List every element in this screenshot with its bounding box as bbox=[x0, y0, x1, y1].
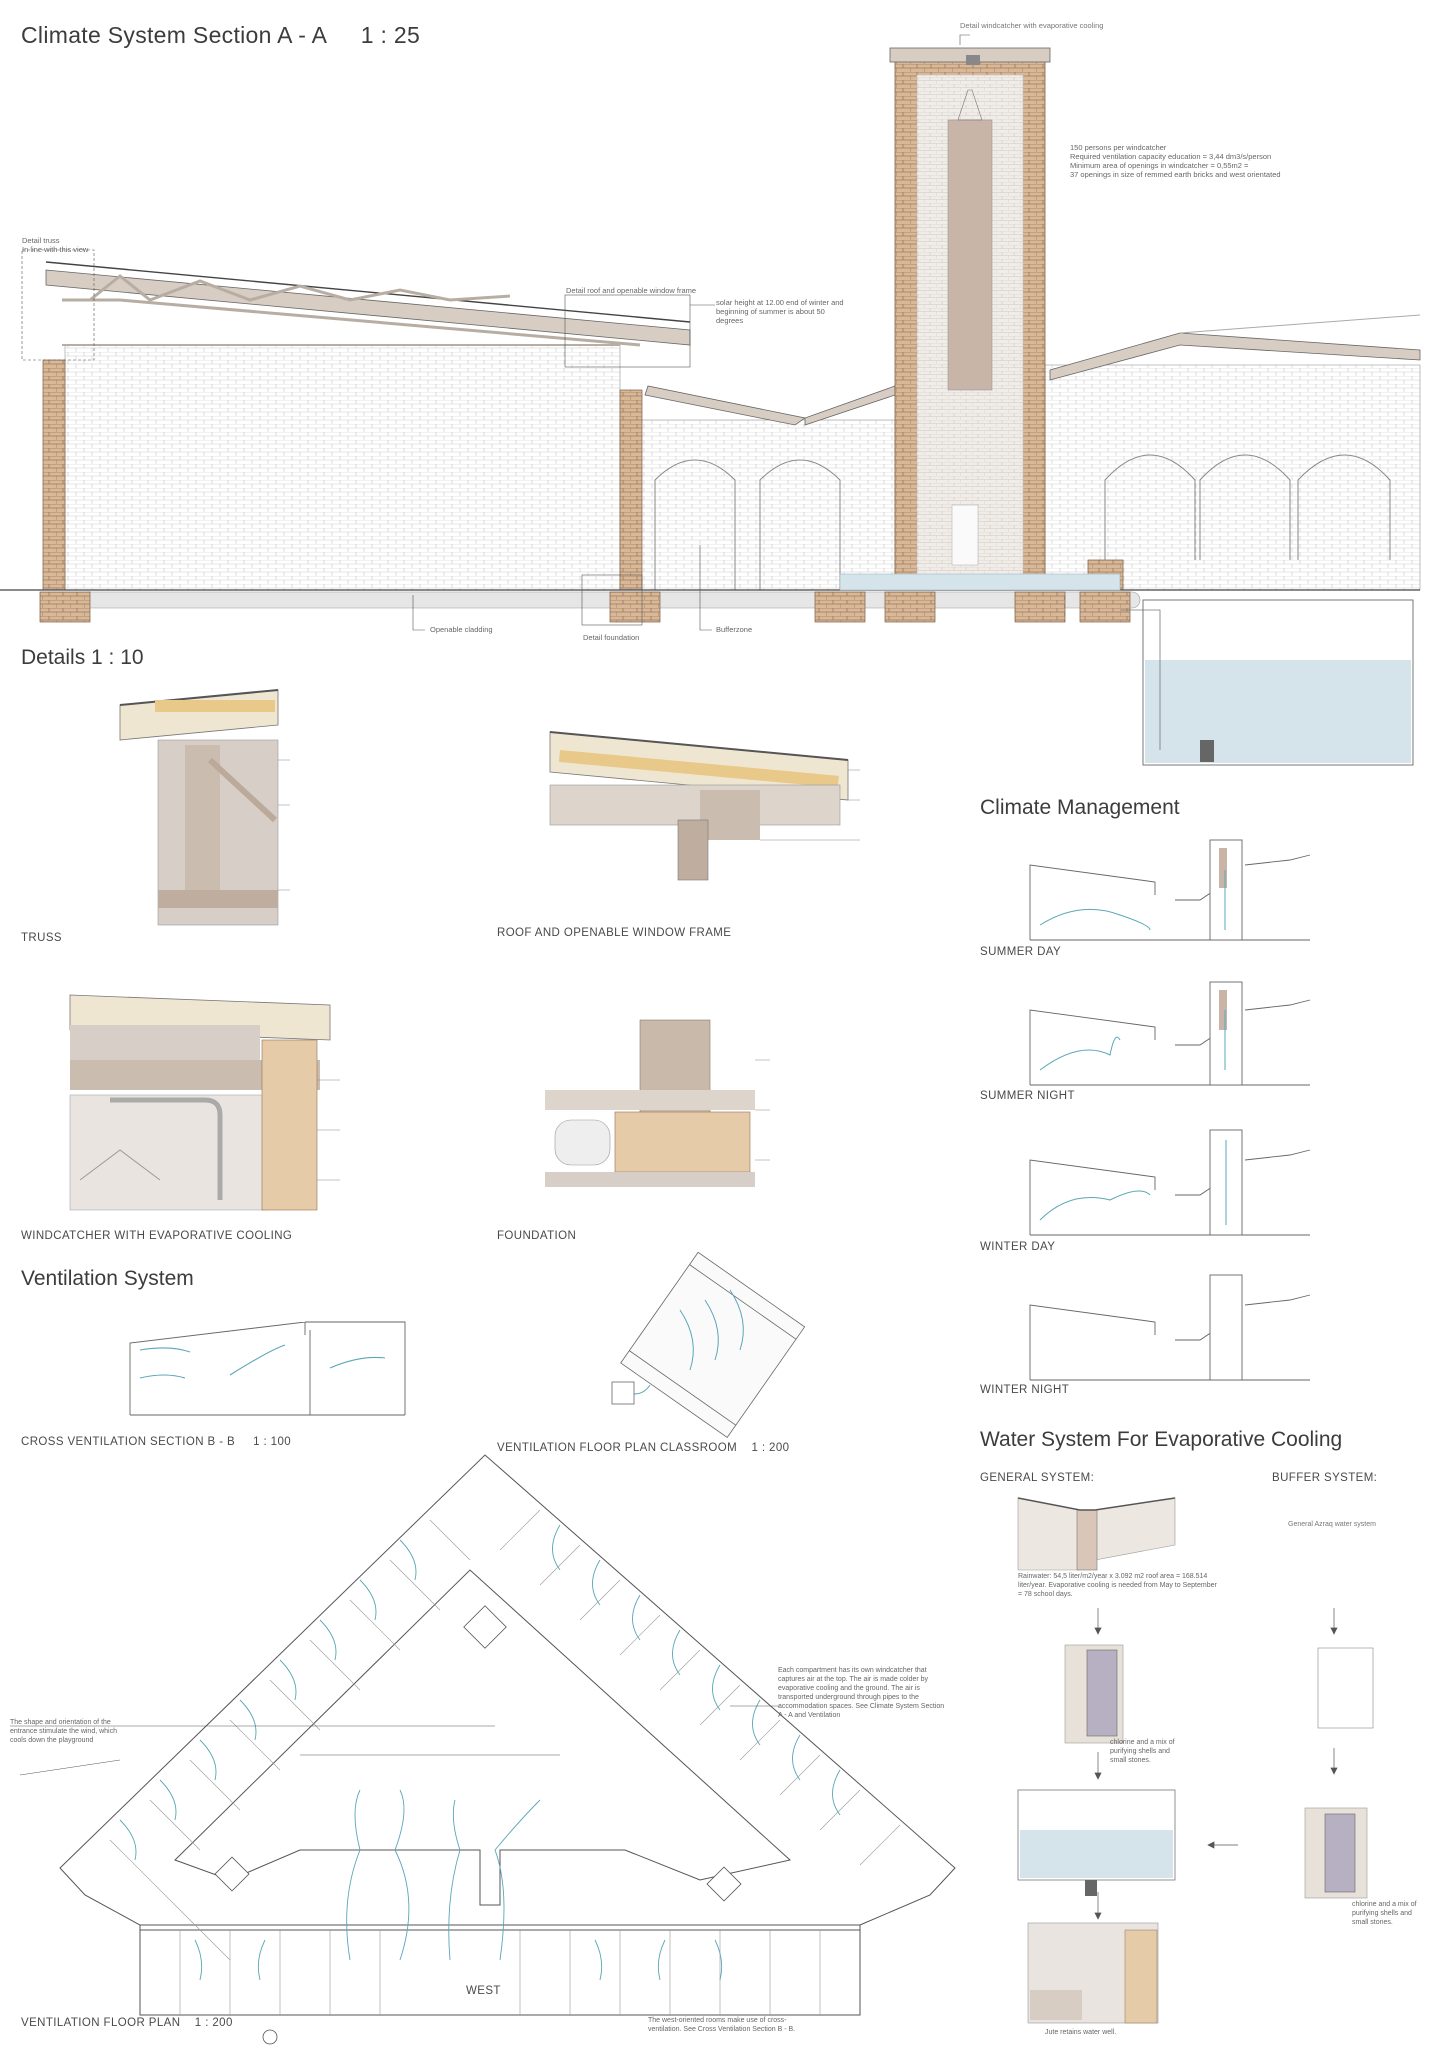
note-bufferzone: Bufferzone bbox=[716, 625, 753, 634]
water-buffer-label: BUFFER SYSTEM: bbox=[1272, 1472, 1378, 1484]
note-west-rooms: The west-oriented rooms make use of cross-ventilation. See Cross Ventilation Section B - B. bbox=[648, 2017, 796, 2033]
climate-management-title: Climate Management bbox=[980, 796, 1180, 819]
note-openable-cladding: Openable cladding bbox=[430, 625, 493, 634]
details-title: Details 1 : 10 bbox=[21, 646, 144, 669]
state-winter-day: WINTER DAY bbox=[980, 1241, 1056, 1253]
water-system-title: Water System For Evaporative Cooling bbox=[980, 1428, 1343, 1451]
cross-section-scale: 1 : 100 bbox=[253, 1436, 292, 1448]
water-rainwater-note: Rainwater: 54,5 liter/m2/year x 3.092 m2 roof area = 168.514 liter/year. Evaporative cooling is needed from May to September = 78 school days. bbox=[1018, 1573, 1217, 1598]
classroom-plan-scale: 1 : 200 bbox=[751, 1442, 790, 1454]
caption-truss: TRUSS bbox=[21, 932, 62, 944]
state-winter-night: WINTER NIGHT bbox=[980, 1384, 1070, 1396]
note-capacity-2: Required ventilation capacity education = 3,44 dm3/s/person bbox=[1070, 152, 1272, 161]
note-capacity-1: 150 persons per windcatcher bbox=[1070, 143, 1167, 152]
west-label: WEST bbox=[466, 1985, 501, 1997]
note-windcatcher-detail: Detail windcatcher with evaporative cooling bbox=[960, 21, 1104, 30]
note-entrance: The shape and orientation of the entrance stimulate the wind, which cools down the playground bbox=[10, 1719, 117, 1744]
water-chlorine-note-2: chlorine and a mix of purifying shells and small stones. bbox=[1352, 1901, 1417, 1926]
caption-cross-section: CROSS VENTILATION SECTION B - B 1 : 100 bbox=[21, 1436, 292, 1448]
note-detail-roof: Detail roof and openable window frame bbox=[566, 286, 697, 295]
note-compartment: Each compartment has its own windcatcher that captures air at the top. The air is made colder by evaporative cooling and the ground. The air is transported underground through pipes to the accommodation spaces. See Climate System Section A - A and Ventilation bbox=[778, 1667, 945, 1719]
caption-floor-plan: VENTILATION FLOOR PLAN 1 : 200 bbox=[21, 2017, 233, 2029]
caption-windcatcher: WINDCATCHER WITH EVAPORATIVE COOLING bbox=[21, 1230, 293, 1242]
note-solar-1: solar height at 12.00 end of winter and bbox=[716, 298, 844, 307]
caption-classroom-plan: VENTILATION FLOOR PLAN CLASSROOM 1 : 200 bbox=[497, 1442, 790, 1454]
water-chlorine-note-1: chlorine and a mix of purifying shells and small stones. bbox=[1110, 1739, 1175, 1764]
note-capacity-4: 37 openings in size of remmed earth bricks and west orientated bbox=[1070, 170, 1281, 179]
note-solar-3: degrees bbox=[716, 316, 744, 325]
water-azraq-note: General Azraq water system bbox=[1288, 1521, 1376, 1528]
caption-foundation: FOUNDATION bbox=[497, 1230, 577, 1242]
water-jute-note: Jute retains water well. bbox=[1045, 2029, 1117, 2036]
floor-plan-scale: 1 : 200 bbox=[194, 2017, 233, 2029]
state-summer-day: SUMMER DAY bbox=[980, 946, 1062, 958]
section-scale: 1 : 25 bbox=[360, 22, 421, 48]
state-summer-night: SUMMER NIGHT bbox=[980, 1090, 1075, 1102]
note-solar-2: beginning of summer is about 50 bbox=[716, 307, 825, 316]
note-detail-truss-1: Detail truss bbox=[22, 236, 60, 245]
caption-roof: ROOF AND OPENABLE WINDOW FRAME bbox=[497, 927, 732, 939]
note-detail-truss-2: In line with this view bbox=[22, 245, 89, 254]
section-title: Climate System Section A - A 1 : 25 bbox=[21, 22, 421, 48]
ventilation-title: Ventilation System bbox=[21, 1267, 194, 1290]
water-general-label: GENERAL SYSTEM: bbox=[980, 1472, 1095, 1484]
note-capacity-3: Minimum area of openings in windcatcher = 0,55m2 = bbox=[1070, 161, 1249, 170]
note-detail-foundation: Detail foundation bbox=[583, 633, 640, 642]
